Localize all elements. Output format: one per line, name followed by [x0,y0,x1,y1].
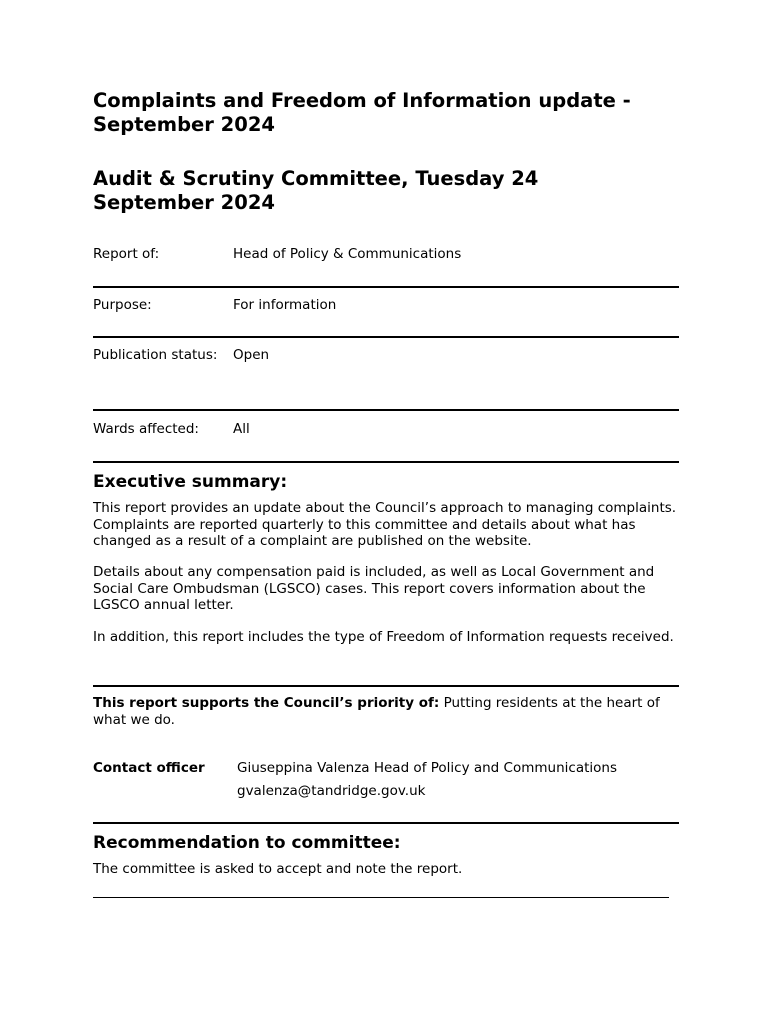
divider [93,286,679,288]
document-title: Complaints and Freedom of Information update - September 2024 [93,89,631,136]
recommendation-text: The committee is asked to accept and note the report. [93,861,463,877]
closing-underline [93,897,669,898]
report-of-value: Head of Policy & Communications [233,246,462,262]
document-subtitle: Audit & Scrutiny Committee, Tuesday 24 September 2024 [93,167,539,214]
purpose-value: For information [233,297,337,313]
executive-summary-heading: Executive summary: [93,472,288,492]
wards-affected-value: All [233,421,250,437]
divider [93,822,679,824]
contact-officer-name: Giuseppina Valenza Head of Policy and Communications [237,760,617,776]
divider [93,685,679,687]
report-of-label: Report of: [93,246,160,262]
summary-paragraph: This report provides an update about the Council’s approach to managing complaints. Complaints are reported quarterly to this committee and details about what has changed as a result of a complaint are published on the website. [93,500,677,549]
priority-label: This report supports the Council’s priority of: [93,695,440,711]
divider [93,336,679,338]
recommendation-heading: Recommendation to committee: [93,833,401,853]
summary-paragraph: In addition, this report includes the type of Freedom of Information requests received. [93,629,674,645]
contact-officer-email[interactable]: gvalenza@tandridge.gov.uk [237,783,426,799]
divider [93,409,679,411]
priority-statement [93,695,679,728]
summary-paragraph: Details about any compensation paid is included, as well as Local Government and Social Care Ombudsman (LGSCO) cases. This report covers information about the LGSCO annual letter. [93,564,655,613]
purpose-label: Purpose: [93,297,152,313]
contact-officer-label: Contact officer [93,760,205,776]
publication-status-label: Publication status: [93,347,218,363]
priority-text: Putting residents at the heart of what we do. [93,695,660,728]
publication-status-value: Open [233,347,270,363]
divider [93,461,679,463]
wards-affected-label: Wards affected: [93,421,199,437]
